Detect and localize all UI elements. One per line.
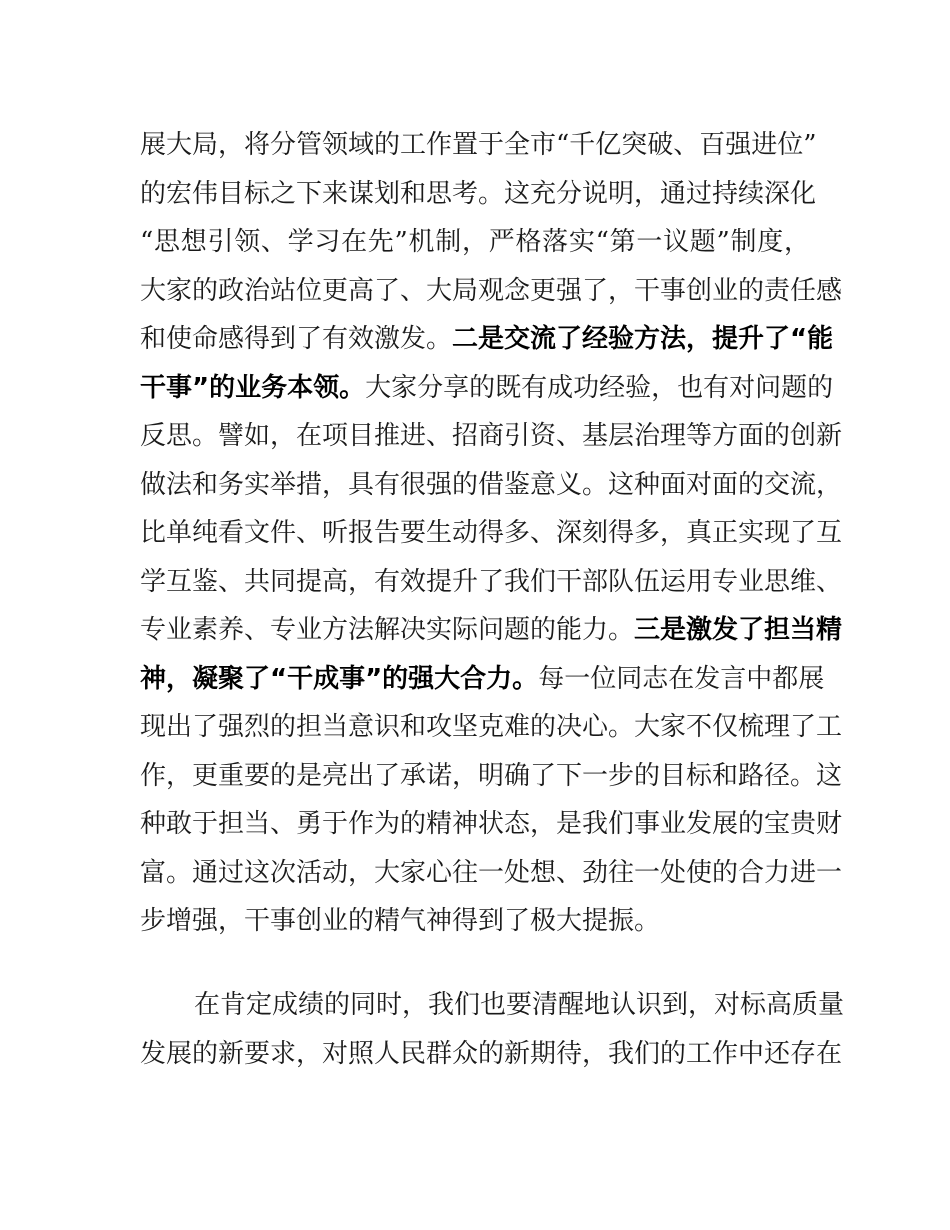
text-line xyxy=(140,468,843,502)
text-line xyxy=(140,807,843,841)
body-text: 的宏伟目标之下来谋划和思考。这充分说明，通过持续深化 xyxy=(140,178,817,209)
body-text: 现出了强烈的担当意识和攻坚克难的决心。大家不仅梳理了工 xyxy=(140,712,843,742)
text-line xyxy=(140,128,817,162)
bold-heading-text: 干事”的业务本领。 xyxy=(140,372,366,403)
body-text: “思想引领、学习在先”机制，严格落实“第一议题”制度， xyxy=(140,227,810,257)
text-line xyxy=(140,274,843,308)
text-line xyxy=(140,1037,843,1071)
text-line xyxy=(140,419,843,453)
body-text: 发展的新要求，对照人民群众的新期待，我们的工作中还存在 xyxy=(140,1038,843,1069)
body-text: 种敢于担当、勇于作为的精神状态，是我们事业发展的宝贵财 xyxy=(140,809,843,839)
body-text: 专业素养、专业方法解决实际问题的能力。 xyxy=(140,615,635,645)
body-text: 富。通过这次活动，大家心往一处想、劲往一处使的合力进一 xyxy=(140,857,843,888)
text-line xyxy=(140,225,810,259)
text-line xyxy=(140,904,810,938)
text-line xyxy=(140,516,843,550)
body-text: 比单纯看文件、听报告要生动得多、深刻得多，真正实现了互 xyxy=(140,518,843,548)
text-line xyxy=(140,613,843,647)
text-line xyxy=(140,177,817,211)
body-text: 步增强，干事创业的精气神得到了极大提振。 xyxy=(140,906,661,936)
body-text: 在肯定成绩的同时，我们也要清醒地认识到，对标高质量 xyxy=(194,990,845,1020)
text-line xyxy=(194,988,845,1022)
body-text: 每一位同志在发言中都展 xyxy=(538,663,825,694)
bold-heading-text: 二是交流了经验方法，提升了“能 xyxy=(452,324,834,354)
text-line xyxy=(140,371,834,405)
body-text: 学互鉴、共同提高，有效提升了我们干部队伍运用专业思维、 xyxy=(140,566,843,597)
body-text: 作，更重要的是亮出了承诺，明确了下一步的目标和路径。这 xyxy=(140,760,843,791)
body-text: 做法和务实举措，具有很强的借鉴意义。这种面对面的交流， xyxy=(140,469,843,500)
text-line xyxy=(140,856,843,890)
body-text: 反思。譬如，在项目推进、招商引资、基层治理等方面的创新 xyxy=(140,421,843,451)
text-line xyxy=(140,662,825,696)
text-line xyxy=(140,710,843,744)
body-text: 大家分享的既有成功经验，也有对问题的 xyxy=(365,372,834,403)
text-line xyxy=(140,565,843,599)
body-text: 展大局，将分管领域的工作置于全市“千亿突破、百强进位” xyxy=(140,130,817,160)
bold-heading-text: 神，凝聚了“干成事”的强大合力。 xyxy=(140,663,539,694)
text-line xyxy=(140,322,834,356)
bold-heading-text: 三是激发了担当精 xyxy=(634,615,843,645)
text-line xyxy=(140,759,843,793)
body-text: 大家的政治站位更高了、大局观念更强了，干事创业的责任感 xyxy=(140,275,843,306)
body-text: 和使命感得到了有效激发。 xyxy=(140,324,453,354)
